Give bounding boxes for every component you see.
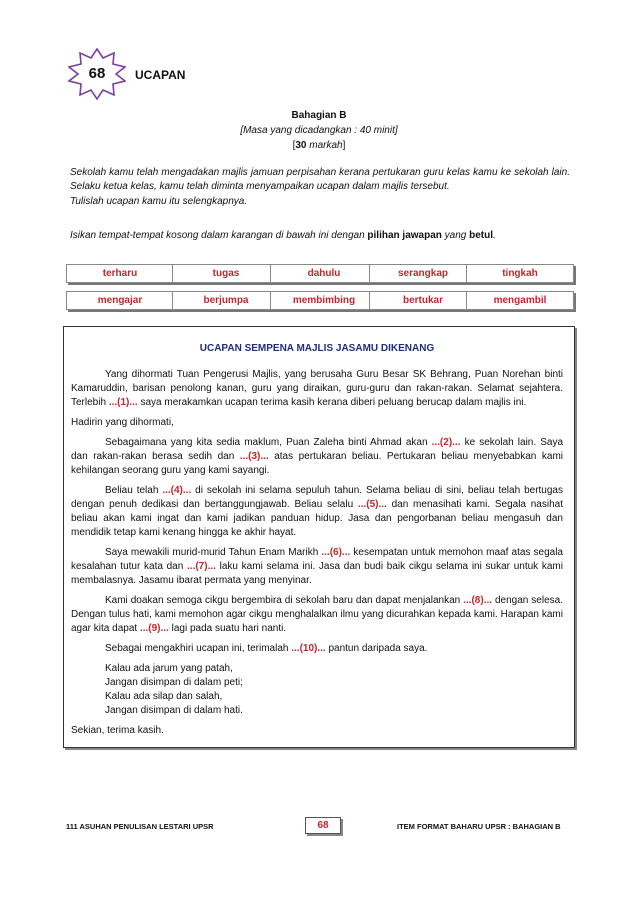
choice-tingkah: tingkah [466, 264, 574, 283]
essay-paragraph-2: Sebagaimana yang kita sedia maklum, Puan Zaleha binti Ahmad akan ...(2)... ke sekolah lain. Saya dan rakan-rakan berasa sedih dan ...(3)... atas pertukaran beliau. Pertukaran beliau menyebabkan kami kehilangan seorang guru yang kami sayangi. [71, 437, 564, 476]
pantun-line: Jangan disimpan di dalam hati. [105, 705, 243, 716]
essay-closing: Sekian, terima kasih. [71, 725, 164, 736]
footer-book-title: 111 ASUHAN PENULISAN LESTARI UPSR [66, 822, 214, 831]
pantun-line: Jangan disimpan di dalam peti; [105, 677, 243, 688]
essay-paragraph-4: Saya mewakili murid-murid Tahun Enam Marikh ...(6)... kesempatan untuk memohon maaf atas segala kesalahan tutur kata dan ...(7)... laku kami selama ini. Jasa dan budi baik cikgu selama ini sukar untuk kami membalasnya. Jasamu ibarat permata yang menyinar. [71, 547, 563, 586]
pantun-line: Kalau ada jarum yang patah, [105, 663, 233, 674]
blank-6: ...(6)... [321, 547, 351, 558]
part-heading: Bahagian B [291, 110, 347, 121]
marks-note: [30 markah] [292, 140, 346, 151]
pantun [105, 662, 563, 718]
blank-5: ...(5)... [357, 499, 387, 510]
section-title: UCAPAN [135, 68, 186, 82]
blank-8: ...(8)... [463, 595, 493, 606]
blank-1: ...(1)... [108, 397, 138, 408]
blank-9: ...(9)... [139, 623, 169, 634]
footer-section: ITEM FORMAT BAHARU UPSR : BAHAGIAN B [397, 822, 561, 831]
fill-instruction: Isikan tempat-tempat kosong dalam karangan di bawah ini dengan pilihan jawapan yang betul. [70, 230, 496, 241]
badge-number: 68 [88, 65, 106, 82]
choice-bertukar: bertukar [369, 291, 477, 310]
essay-text [71, 342, 563, 744]
task-instruction: Tulislah ucapan kamu itu selengkapnya. [70, 196, 248, 207]
blank-10: ...(10)... [291, 643, 326, 654]
essay-paragraph-6: Sebagai mengakhiri ucapan ini, terimalah ...(10)... pantun daripada saya. [105, 643, 428, 654]
blank-4: ...(4)... [162, 485, 192, 496]
blank-7: ...(7)... [187, 561, 216, 572]
task-description: Sekolah kamu telah mengadakan majlis jamuan perpisahan kerana pertukaran guru kelas kamu ke sekolah lain. Selaku ketua kelas, kamu telah diminta menyampaikan ucapan dalam majlis tersebut. [70, 167, 570, 192]
blank-3: ...(3)... [239, 451, 269, 462]
choice-mengajar: mengajar [66, 291, 174, 310]
essay-paragraph-5: Kami doakan semoga cikgu bergembira di sekolah baru dan dapat menjalankan ...(8)... dengan selesa. Dengan tulus hati, kami memohon agar cikgu menghalalkan ilmu yang dicurahkan kepada kami. Harapan kami agar kita dapat ...(9)... lagi pada suatu hari nanti. [71, 595, 563, 634]
choice-berjumpa: berjumpa [172, 291, 280, 310]
essay-paragraph-1: Yang dihormati Tuan Pengerusi Majlis, yang berusaha Guru Besar SK Behrang, Puan Norehan binti Kamaruddin, barisan penolong kanan, guru yang diraikan, guru-guru dan rakan-rakan. Selamat sejahtera. Terlebih ...(1)... saya merakamkan ucapan terima kasih kerana diberi peluang berucap dalam majlis ini. [71, 369, 563, 408]
choice-tugas: tugas [172, 264, 280, 283]
choice-dahulu: dahulu [270, 264, 378, 283]
time-note: [Masa yang dicadangkan : 40 minit] [240, 125, 398, 136]
essay-paragraph-3: Beliau telah ...(4)... di sekolah ini selama sepuluh tahun. Selama beliau di sini, beliau telah bertugas dengan penuh dedikasi dan bertanggungjawab. Beliau selalu ...(5)... dan menasihati kami. Segala nasihat beliau akan kami ingat dan kami jadikan panduan hidup. Jasa dan pengorbanan beliau mengasuh dan mendidik tetap kami kenang hingga ke akhir hayat. [71, 485, 563, 538]
choice-terharu: terharu [66, 264, 174, 283]
question-number-badge [68, 48, 126, 100]
pantun-line: Kalau ada silap dan salah, [105, 691, 223, 702]
blank-2: ...(2)... [431, 437, 461, 448]
essay-greeting: Hadirin yang dihormati, [71, 417, 174, 428]
page-number: 68 [305, 817, 341, 834]
essay-title: UCAPAN SEMPENA MAJLIS JASAMU DIKENANG [199, 343, 435, 354]
choice-membimbing: membimbing [270, 291, 378, 310]
choice-serangkap: serangkap [369, 264, 477, 283]
choice-mengambil: mengambil [466, 291, 574, 310]
